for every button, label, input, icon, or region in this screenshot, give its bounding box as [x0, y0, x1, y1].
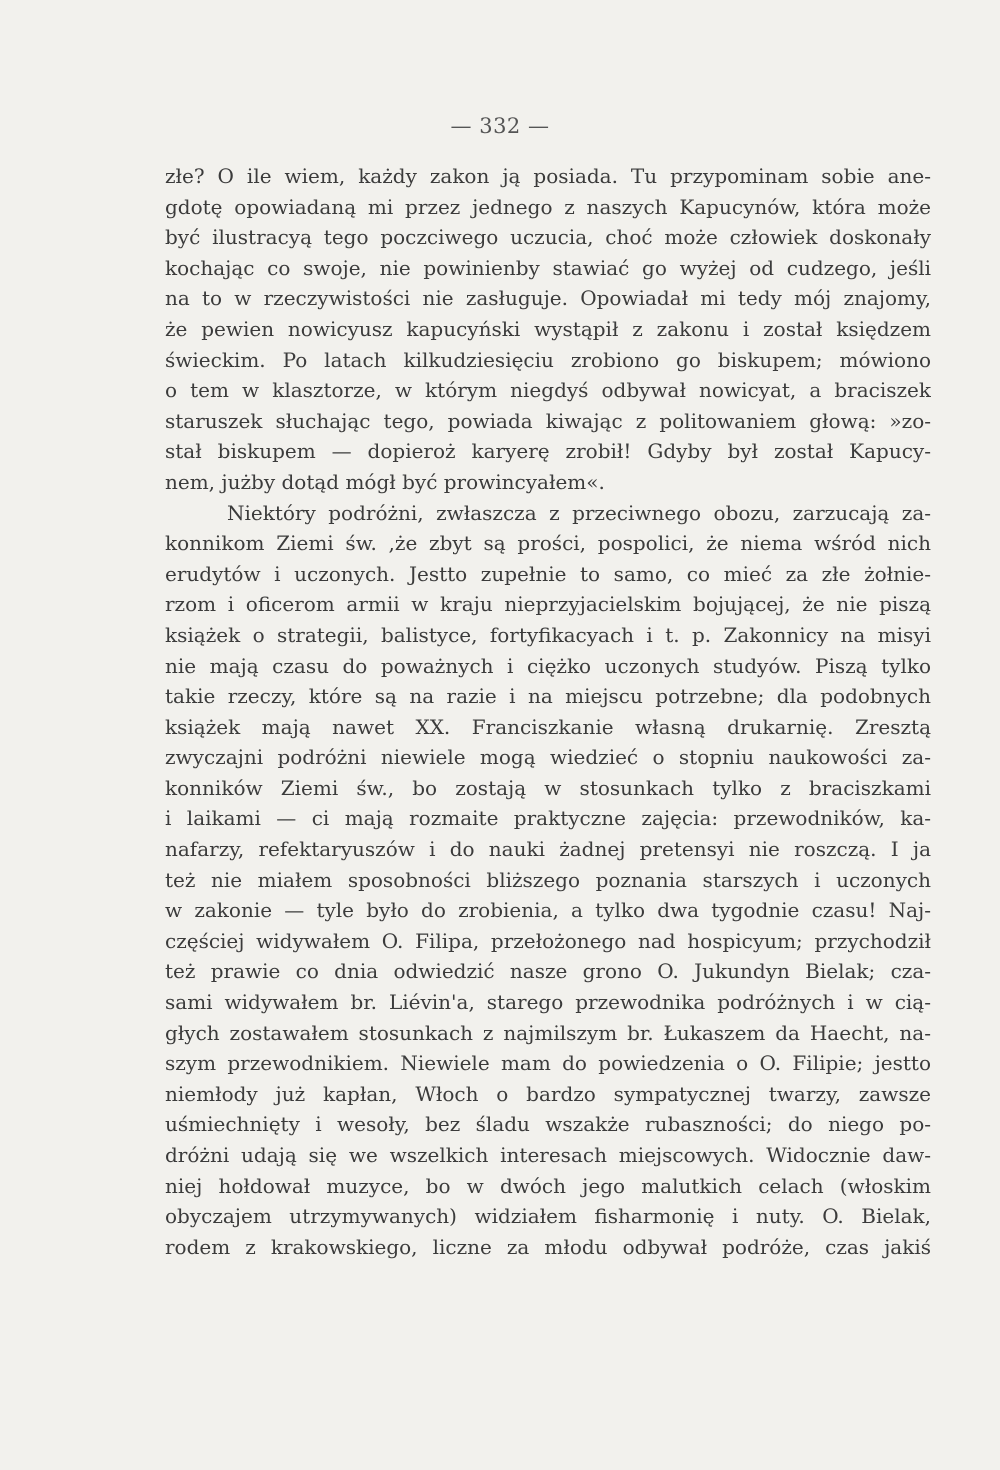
text-line: konników Ziemi św., bo zostają w stosunkach tylko z braciszkami: [165, 775, 931, 800]
text-line: zwyczajni podróżni niewiele mogą wiedzieć o stopniu naukowości za-: [165, 745, 931, 770]
text-line: nafarzy, refektaryuszów i do nauki żadnej pretensyi nie roszczą. I ja: [165, 837, 931, 862]
text-line: i laikami — ci mają rozmaite praktyczne zajęcia: przewodników, ka-: [165, 806, 931, 831]
text-line: sami widywałem br. Liévin'a, starego przewodnika podróżnych i w cią-: [165, 990, 931, 1015]
body-text: [165, 161, 931, 1262]
text-line: konnikom Ziemi św. ,że zbyt są prości, pospolici, że niema wśród nich: [165, 531, 931, 556]
text-line: szym przewodnikiem. Niewiele mam do powiedzenia o O. Filipie; jestto: [165, 1051, 931, 1076]
text-line: staruszek słuchając tego, powiada kiwając z politowaniem głową: »zo-: [165, 408, 931, 433]
text-line: dróżni udają się we wszelkich interesach miejscowych. Widocznie daw-: [165, 1143, 931, 1167]
text-line: nie mają czasu do poważnych i ciężko uczonych studyów. Piszą tylko: [165, 653, 931, 678]
text-line: książek mają nawet XX. Franciszkanie własną drukarnię. Zresztą: [165, 714, 931, 739]
text-line: książek o strategii, balistyce, fortyfikacyach i t. p. Zakonnicy na misyi: [165, 622, 931, 647]
text-line: stał biskupem — dopieroż karyerę zrobił! Gdyby był został Kapucy-: [165, 439, 931, 464]
page-number: — 332 —: [450, 114, 550, 138]
text-line: na to w rzeczywistości nie zasługuje. Opowiadał mi tedy mój znajomy,: [165, 286, 931, 311]
text-line: że pewien nowicyusz kapucyński wystąpił z zakonu i został księdzem: [165, 316, 931, 341]
paragraph-start-line: Niektóry podróżni, zwłaszcza z przeciwnego obozu, zarzucają za-: [227, 500, 931, 525]
text-line: świeckim. Po latach kilkudziesięciu zrobiono go biskupem; mówiono: [165, 347, 931, 372]
text-line: erudytów i uczonych. Jestto zupełnie to samo, co mieć za złe żołnie-: [165, 561, 931, 586]
text-line: też nie miałem sposobności bliższego poznania starszych i uczonych: [165, 867, 931, 892]
text-line: niej hołdował muzyce, bo w dwóch jego malutkich celach (włoskim: [165, 1173, 931, 1198]
text-line: rodem z krakowskiego, liczne za młodu odbywał podróże, czas jakiś: [165, 1234, 931, 1259]
text-line: kochając co swoje, nie powinienby stawiać go wyżej od cudzego, jeśli: [165, 255, 931, 280]
text-line: uśmiechnięty i wesoły, bez śladu wszakże rubaszności; do niego po-: [165, 1112, 931, 1137]
text-line: niemłody już kapłan, Włoch o bardzo sympatycznej twarzy, zawsze: [165, 1081, 931, 1106]
text-line: takie rzeczy, które są na razie i na miejscu potrzebne; dla podobnych: [165, 684, 931, 709]
text-line: częściej widywałem O. Filipa, przełożonego nad hospicyum; przychodził: [165, 928, 931, 953]
text-line: złe? O ile wiem, każdy zakon ją posiada. Tu przypominam sobie ane-: [165, 164, 931, 188]
text-line: obyczajem utrzymywanych) widziałem fisharmonię i nuty. O. Bielak,: [165, 1204, 931, 1229]
paragraph-end-line: nem, jużby dotąd mógł być prowincyałem«.: [165, 469, 605, 494]
text-line: być ilustracyą tego poczciwego uczucia, choć może człowiek doskonały: [165, 225, 931, 250]
text-line: w zakonie — tyle było do zrobienia, a tylko dwa tygodnie czasu! Naj-: [165, 898, 931, 923]
text-line: rzom i oficerom armii w kraju nieprzyjacielskim bojującej, że nie piszą: [165, 592, 931, 617]
text-line: też prawie co dnia odwiedzić nasze grono O. Jukundyn Bielak; cza-: [165, 959, 931, 984]
text-line: o tem w klasztorze, w którym niegdyś odbywał nowicyat, a braciszek: [165, 378, 931, 403]
text-line: gdotę opowiadaną mi przez jednego z naszych Kapucynów, która może: [165, 194, 931, 219]
text-line: głych zostawałem stosunkach z najmilszym br. Łukaszem da Haecht, na-: [165, 1020, 931, 1045]
